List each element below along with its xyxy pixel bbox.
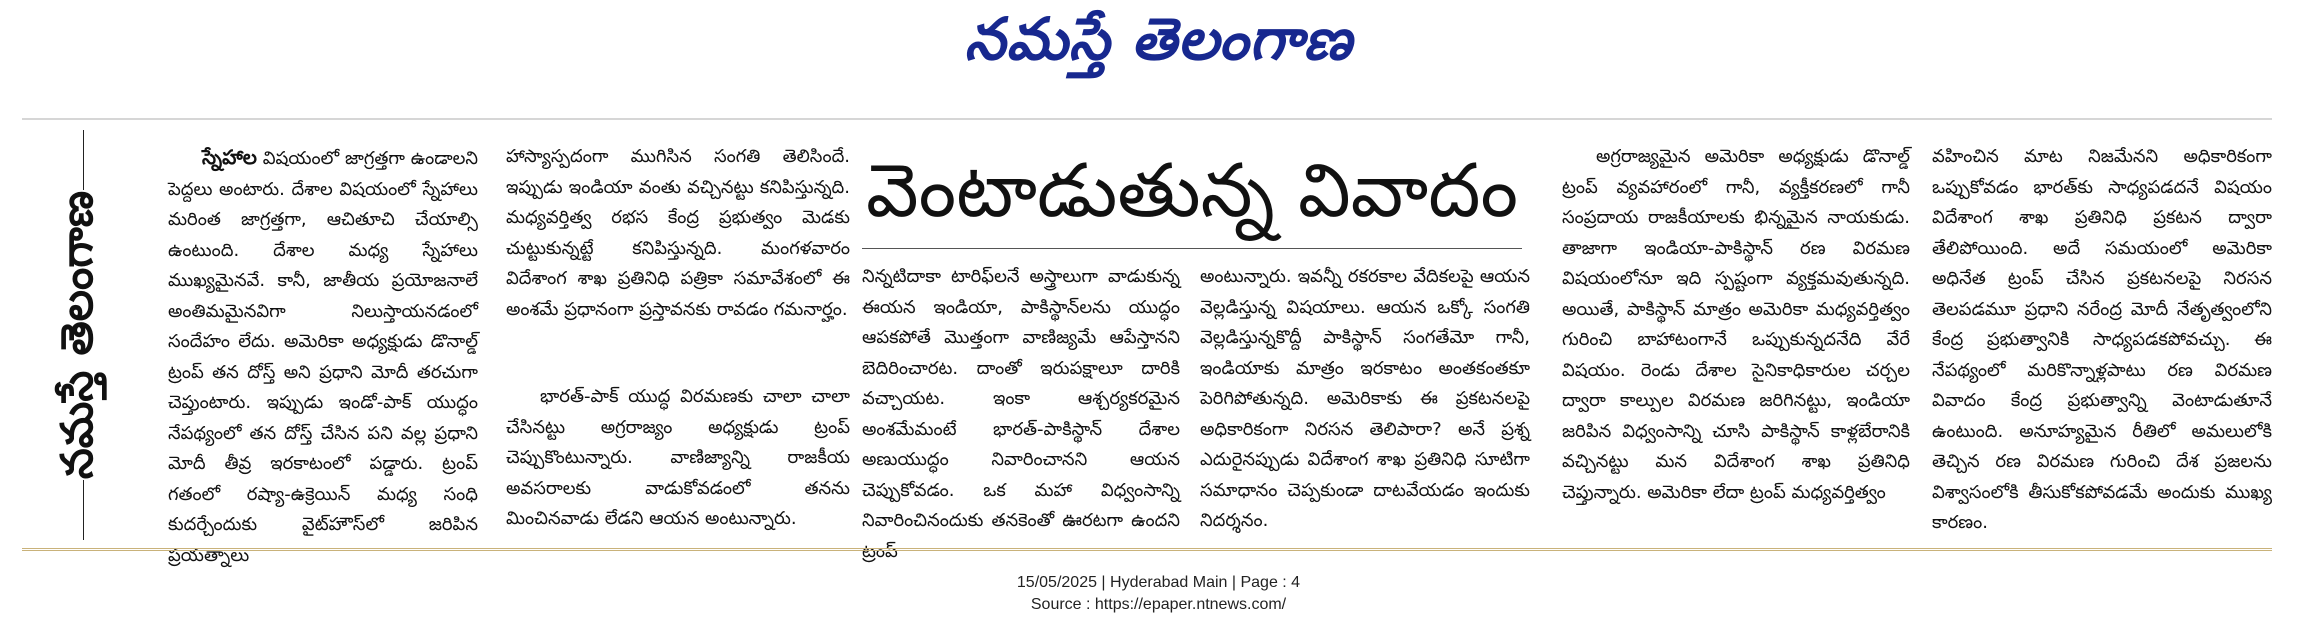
column-3-text: నిన్నటిదాకా టారిఫ్‌లనే అస్త్రాలుగా వాడుకున్న ఈయన ఇండియా, పాకిస్థాన్‌లను యుద్ధం ఆపకపోతే మొత్తంగా వాణిజ్యమే ఆపేస్తానని బెదిరించారట. దాంతో ఇరుపక్షాలూ దారికి వచ్చాయట. ఇంకా ఆశ్చర్యకరమైన అంశమేమంటే భారత్-పాకిస్థాన్ దేశాల అణుయుద్ధం నివారించానని ఆయన చెప్పుకోవడం. ఒక మహా విధ్వంసాన్ని నివారించినందుకు తనకెంతో ఊరటగా ఉందని ట్రంప్	[862, 266, 1180, 562]
article-column-5	[1562, 142, 1910, 540]
footer-source-link[interactable]: Source : https://epaper.ntnews.com/	[1030, 596, 1287, 613]
column-1-text: విషయంలో జాగ్రత్తగా ఉండాలని పెద్దలు అంటారు. దేశాల విషయంలో స్నేహాలు మరింత జాగ్రత్తగా, ఆచితూచి చేయాల్సి ఉంటుంది. దేశాల మధ్య స్నేహాలు ముఖ్యమైనవే. కానీ, జాతీయ ప్రయోజనాలే అంతిమమైనవిగా నిలుస్తాయనడంలో సందేహం లేదు. అమెరికా అధ్యక్షుడు డొనాల్డ్ ట్రంప్ తన దోస్త్ అని ప్రధాని మోదీ తరచుగా చెప్తుంటారు. ఇప్పుడు ఇండో-పాక్ యుద్ధం నేపథ్యంలో తన దోస్త్ చేసిన పని వల్ల ప్రధాని మోదీ తీవ్ర ఇరకాటంలో పడ్డారు. ట్రంప్ గతంలో రష్యా-ఉక్రెయిన్ మధ్య సంధి కుదర్చేందుకు వైట్‌హౌస్‌లో జరిపిన ప్రయత్నాలు	[168, 148, 478, 566]
page-footer	[0, 572, 2317, 616]
sidebar-rule-top	[83, 130, 84, 190]
article-column-2-top	[506, 142, 850, 362]
sidebar-rule-bottom	[83, 480, 84, 540]
masthead	[0, 0, 2317, 92]
article-column-3	[862, 262, 1180, 562]
article-column-2-bottom	[506, 382, 850, 540]
article-column-4	[1200, 262, 1530, 540]
article-column-1	[168, 142, 478, 566]
sidebar-vertical-logo: నమస్తే తెలంగాణ	[52, 190, 103, 480]
top-divider	[22, 118, 2272, 120]
article-headline: వెంటాడుతున్న వివాదం	[866, 148, 1518, 234]
column-6-text: వహించిన మాట నిజమేనని అధికారికంగా ఒప్పుకోవడం భారత్‌కు సాధ్యపడదనే విషయం విదేశాంగ శాఖ ప్రతినిధి ప్రకటన ద్వారా తేలిపోయింది. అదే సమయంలో అమెరికా అధినేత ట్రంప్ చేసిన ప్రకటనలపై నిరసన తెలపడమూ ప్రధాని నరేంద్ర మోదీ నేతృత్వంలోని కేంద్ర ప్రభుత్వానికి సాధ్యపడకపోవచ్చు. ఈ నేపథ్యంలో మరికొన్నాళ్లపాటు రణ విరమణ వివాదం కేంద్ర ప్రభుత్వాన్ని వెంటాడుతూనే ఉంటుంది. అనూహ్యమైన రీతిలో అమలులోకి తెచ్చిన రణ విరమణ గురించి దేశ ప్రజలను విశ్వాసంలోకి తీసుకోకపోవడమే అందుకు ముఖ్య కారణం.	[1932, 146, 2272, 533]
column-4-text: అంటున్నారు. ఇవన్నీ రకరకాల వేదికలపై ఆయన వెల్లడిస్తున్న విషయాలు. ఆయన ఒక్కో సంగతి వెల్లడిస్తున్నకొద్దీ పాకిస్థాన్ సంగతేమో గానీ, ఇండియాకు మాత్రం ఇరకాటం అంతకంతకూ పెరిగిపోతున్నది. అమెరికాకు ఈ ప్రకటనలపై అధికారికంగా నిరసన తెలిపారా? అనే ప్రశ్న ఎదురైనప్పుడు విదేశాంగ శాఖ ప్రతినిధి సూటిగా సమాధానం చెప్పకుండా దాటవేయడం ఇందుకు నిదర్శనం.	[1200, 266, 1530, 531]
masthead-logo: నమస్తే తెలంగాణ	[964, 4, 1353, 73]
lead-word: స్నేహాల	[202, 145, 257, 169]
column-2-text-bottom: భారత్-పాక్ యుద్ధ విరమణకు చాలా చాలా చేసినట్టు అగ్రరాజ్యం అధ్యక్షుడు ట్రంప్ చెప్పుకొంటున్నారు. వాణిజ్యాన్ని రాజకీయ అవసరాలకు వాడుకోవడంలో తనను మించినవాడు లేడని ఆయన అంటున్నారు.	[506, 386, 850, 529]
sidebar-logo-strip	[28, 130, 138, 540]
footer-edition-info: 15/05/2025 | Hyderabad Main | Page : 4	[1016, 574, 1301, 591]
column-5-text: అగ్రరాజ్యమైన అమెరికా అధ్యక్షుడు డొనాల్డ్ ట్రంప్ వ్యవహారంలో గానీ, వ్యక్తీకరణలో గానీ సంప్రదాయ రాజకీయాలకు భిన్నమైన నాయకుడు. తాజాగా ఇండియా-పాకిస్థాన్ రణ విరమణ విషయంలోనూ ఇది స్పష్టంగా వ్యక్తమవుతున్నది. అయితే, పాకిస్థాన్ మాత్రం అమెరికా మధ్యవర్తిత్వం గురించి బాహాటంగానే ఒప్పుకున్నదనేది వేరే విషయం. రెండు దేశాల సైనికాధికారుల చర్చల ద్వారా కాల్పుల విరమణ జరిగినట్టు, ఇండియా జరిపిన విధ్వంసాన్ని చూసి పాకిస్థాన్ కాళ్లబేరానికి వచ్చినట్టు మన విదేశాంగ శాఖ ప్రతినిధి చెప్తున్నారు. అమెరికా లేదా ట్రంప్ మధ్యవర్తిత్వం	[1562, 146, 1910, 503]
headline-underline	[862, 248, 1522, 249]
bottom-divider	[22, 548, 2272, 551]
column-2-text-top: హాస్యాస్పదంగా ముగిసిన సంగతి తెలిసిందే. ఇప్పుడు ఇండియా వంతు వచ్చినట్టు కనిపిస్తున్నది. మధ్యవర్తిత్వ రభస కేంద్ర ప్రభుత్వం మెడకు చుట్టుకున్నట్టే కనిపిస్తున్నది. మంగళవారం విదేశాంగ శాఖ ప్రతినిధి పత్రికా సమావేశంలో ఈ అంశమే ప్రధానంగా ప్రస్తావనకు రావడం గమనార్హం.	[506, 146, 850, 320]
article-column-6	[1932, 142, 2272, 540]
